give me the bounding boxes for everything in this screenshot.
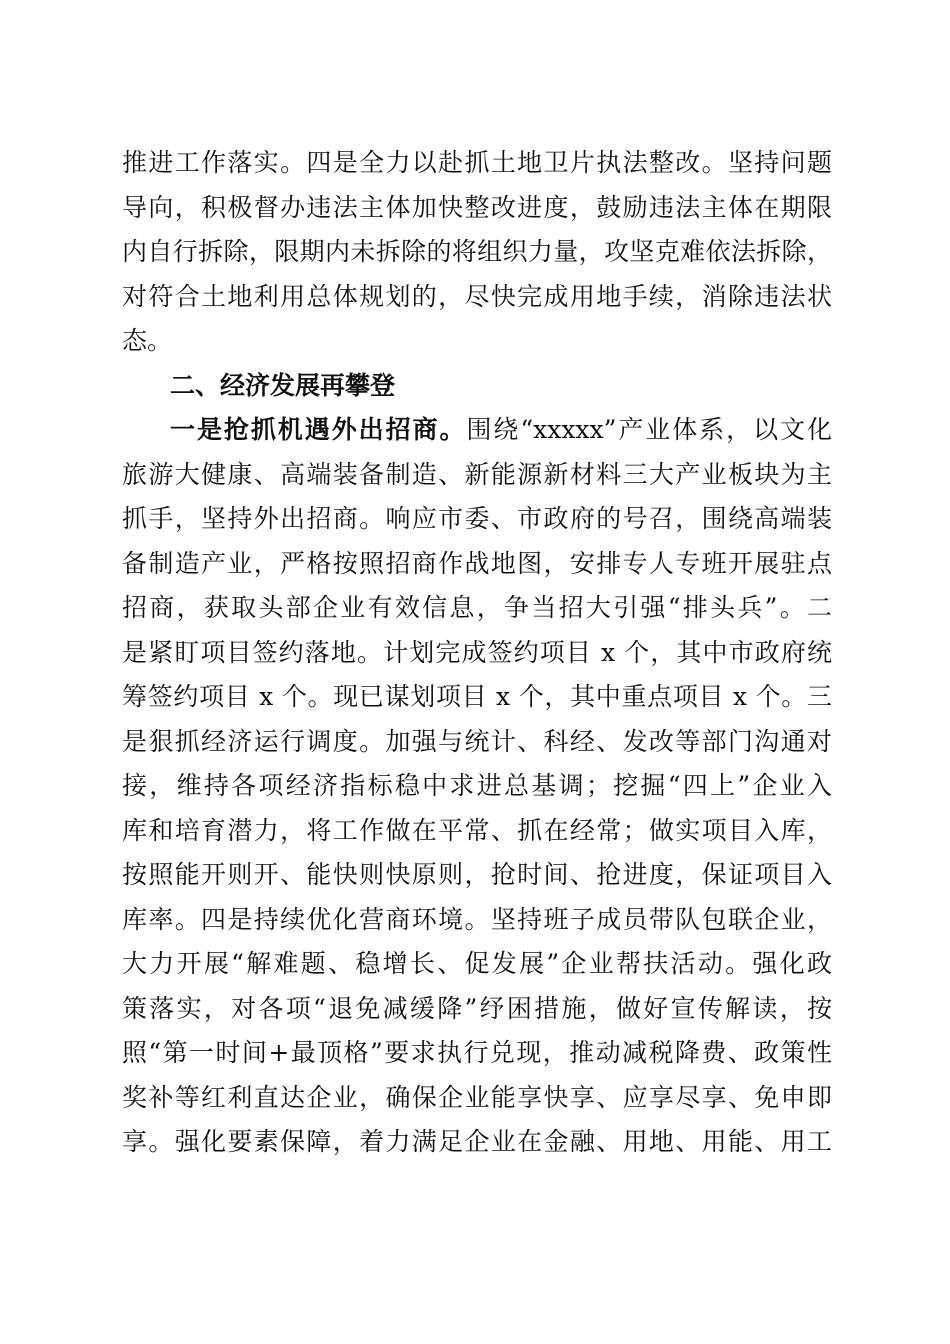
document-page <box>122 141 832 1165</box>
text-line: 对符合土地利用总体规划的，尽快完成用地手续，消除违法状 <box>122 281 832 311</box>
text-line: 库率。四是持续优化营商环境。坚持班子成员带队包联企业， <box>122 904 832 934</box>
text-line: 推进工作落实。四是全力以赴抓土地卫片执法整改。坚持问题 <box>122 148 832 177</box>
text-line: 照“第一时间+最顶格”要求执行兑现，推动减税降费、政策性 <box>122 1038 832 1067</box>
section-heading: 二、经济发展再攀登 <box>170 370 396 400</box>
text-line: 按照能开则开、能快则快原则，抢时间、抢进度，保证项目入 <box>122 860 832 889</box>
text-line: 备制造产业，严格按照招商作战地图，安排专人专班开展驻点 <box>122 548 832 578</box>
text-line: 大力开展“解难题、稳增长、促发展”企业帮扶活动。强化政 <box>122 949 832 978</box>
text-line: 策落实，对各项“退免减缓降”纾困措施，做好宣传解读，按 <box>122 993 832 1023</box>
text-line: 享。强化要素保障，着力满足企业在金融、用地、用能、用工 <box>122 1127 832 1156</box>
text-line: 筹签约项目 x 个。现已谋划项目 x 个，其中重点项目 x 个。三 <box>122 682 832 711</box>
text-line <box>122 408 832 453</box>
text-line: 内自行拆除，限期内未拆除的将组织力量，攻坚克难依法拆除， <box>122 237 832 266</box>
lead-phrase: 一是抢抓机遇外出招商。 <box>170 415 467 444</box>
text-line: 是紧盯项目签约落地。计划完成签约项目 x 个，其中市政府统 <box>122 637 832 667</box>
text-line: 招商，获取头部企业有效信息，争当招大引强“排头兵”。二 <box>122 593 832 622</box>
text-line: 导向，积极督办违法主体加快整改进度，鼓励违法主体在期限 <box>122 192 832 222</box>
text-line: 态。 <box>122 326 173 355</box>
text-run: 围绕“xxxxx”产业体系，以文化 <box>466 415 832 444</box>
paragraph-land-enforcement <box>122 141 832 364</box>
text-line: 接，维持各项经济指标稳中求进总基调；挖掘“四上”企业入 <box>122 771 832 800</box>
text-line: 旅游大健康、高端装备制造、新能源新材料三大产业板块为主 <box>122 459 832 489</box>
text-line: 抓手，坚持外出招商。响应市委、市政府的号召，围绕高端装 <box>122 504 832 533</box>
text-line: 奖补等红利直达企业，确保企业能享快享、应享尽享、免申即 <box>122 1082 832 1112</box>
text-line: 是狠抓经济运行调度。加强与统计、科经、发改等部门沟通对 <box>122 726 832 756</box>
text-line: 库和培育潜力，将工作做在平常、抓在经常；做实项目入库， <box>122 815 832 845</box>
paragraph-economic-development <box>122 408 832 1165</box>
